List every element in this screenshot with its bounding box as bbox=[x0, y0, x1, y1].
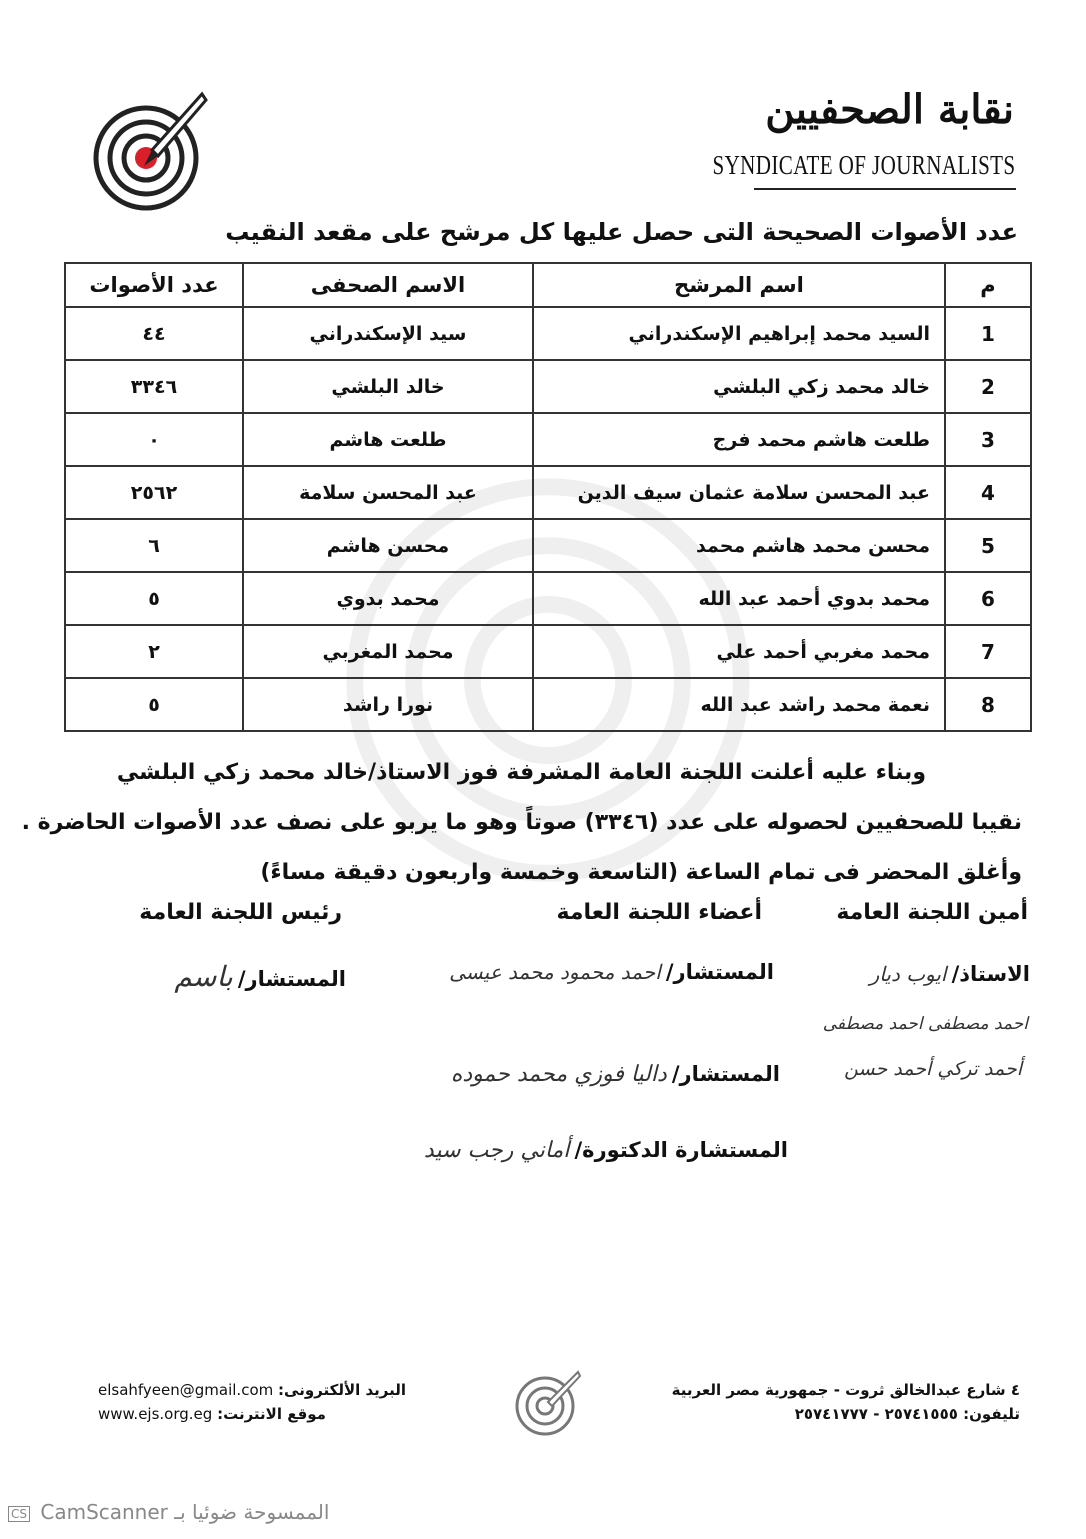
row-press-name: عبد المحسن سلامة bbox=[243, 466, 533, 519]
row-index: 4 bbox=[945, 466, 1031, 519]
footer-email-label: البريد الألكترونى: bbox=[278, 1381, 407, 1399]
camscanner-text: الممسوحة ضوئيا بـ CamScanner bbox=[40, 1500, 330, 1524]
signature-professor bbox=[870, 962, 1030, 986]
row-votes: ٣٣٤٦ bbox=[65, 360, 243, 413]
doctor-label: المستشارة الدكتورة/ bbox=[574, 1138, 788, 1162]
table-row bbox=[65, 625, 1031, 678]
row-candidate: محمد مغربي أحمد علي bbox=[533, 625, 945, 678]
votes-table bbox=[64, 262, 1032, 732]
row-candidate: محسن محمد هاشم محمد bbox=[533, 519, 945, 572]
statement-line-3: وأغلق المحضر فى تمام الساعة (التاسعة وخمسة واربعون دقيقة مساءً) bbox=[260, 860, 1022, 885]
row-press-name: خالد البلشي bbox=[243, 360, 533, 413]
row-press-name: محسن هاشم bbox=[243, 519, 533, 572]
row-index: 8 bbox=[945, 678, 1031, 731]
table-row bbox=[65, 360, 1031, 413]
member-signature-b: أحمد تركي أحمد حسن bbox=[844, 1058, 1022, 1080]
counselor-label-3: المستشار/ bbox=[671, 1062, 780, 1086]
chairman-signature: باسم bbox=[174, 960, 233, 993]
camscanner-badge-icon: CS bbox=[8, 1506, 30, 1522]
statement-line-1: وبناء عليه أعلنت اللجنة العامة المشرفة فوز الاستاذ/خالد محمد زكي البلشي bbox=[116, 760, 926, 785]
org-name-english: SYNDICATE OF JOURNALISTS bbox=[712, 150, 1016, 180]
header-votes: عدد الأصوات bbox=[65, 263, 243, 307]
footer-web-line bbox=[98, 1402, 406, 1426]
row-press-name: طلعت هاشم bbox=[243, 413, 533, 466]
header-candidate: اسم المرشح bbox=[533, 263, 945, 307]
counselor-label-1: المستشار/ bbox=[665, 960, 774, 984]
signature-counselor-3 bbox=[451, 1062, 780, 1087]
counselor-signature-3: داليا فوزي محمد حموده bbox=[450, 1062, 667, 1087]
row-candidate: محمد بدوي أحمد عبد الله bbox=[533, 572, 945, 625]
document-title: عدد الأصوات الصحيحة التى حصل عليها كل مرشح على مقعد النقيب bbox=[225, 218, 1018, 246]
row-index: 1 bbox=[945, 307, 1031, 360]
signature-counselor-1 bbox=[449, 960, 774, 984]
header-index: م bbox=[945, 263, 1031, 307]
footer-phone: تليفون: ٢٥٧٤١٥٥٥ - ٢٥٧٤١٧٧٧ bbox=[794, 1405, 1020, 1423]
role-members: أعضاء اللجنة العامة bbox=[556, 900, 762, 925]
syndicate-logo-icon bbox=[92, 88, 208, 212]
footer-address-block bbox=[672, 1378, 1020, 1426]
row-votes: ٦ bbox=[65, 519, 243, 572]
camscanner-watermark bbox=[8, 1500, 329, 1524]
row-votes: ٢ bbox=[65, 625, 243, 678]
row-votes: ٥ bbox=[65, 572, 243, 625]
row-votes: ٤٤ bbox=[65, 307, 243, 360]
row-index: 7 bbox=[945, 625, 1031, 678]
table-header-row bbox=[65, 263, 1031, 307]
counselor-signature-1: احمد محمود محمد عيسى bbox=[449, 960, 661, 984]
table-row bbox=[65, 572, 1031, 625]
signature-doctor bbox=[424, 1138, 788, 1163]
signature-chairman bbox=[174, 960, 346, 993]
row-index: 3 bbox=[945, 413, 1031, 466]
table-row bbox=[65, 413, 1031, 466]
header-press-name: الاسم الصحفى bbox=[243, 263, 533, 307]
row-press-name: محمد المغربي bbox=[243, 625, 533, 678]
professor-signature: ايوب ديار bbox=[869, 962, 947, 986]
table-row bbox=[65, 678, 1031, 731]
footer-address: ٤ شارع عبدالخالق ثروت - جمهورية مصر العربية bbox=[671, 1381, 1020, 1399]
row-votes: ٥ bbox=[65, 678, 243, 731]
row-candidate: طلعت هاشم محمد فرج bbox=[533, 413, 945, 466]
row-index: 6 bbox=[945, 572, 1031, 625]
row-press-name: نورا راشد bbox=[243, 678, 533, 731]
row-votes: ٢٥٦٢ bbox=[65, 466, 243, 519]
counselor-label-2: المستشار/ bbox=[237, 967, 346, 991]
row-candidate: السيد محمد إبراهيم الإسكندراني bbox=[533, 307, 945, 360]
row-index: 5 bbox=[945, 519, 1031, 572]
role-secretary: أمين اللجنة العامة bbox=[836, 900, 1028, 925]
org-name-arabic: نقابة الصحفيين bbox=[765, 86, 1014, 133]
statement-line-2: نقيبا للصحفيين لحصوله على عدد (٣٣٤٦) صوتاً وهو ما يربو على نصف عدد الأصوات الحاضرة . bbox=[21, 810, 1022, 835]
doctor-signature: أماني رجب سيد bbox=[423, 1138, 570, 1163]
footer-email-line bbox=[98, 1378, 406, 1402]
professor-label: الاستاذ/ bbox=[951, 962, 1030, 986]
header-rule bbox=[754, 188, 1016, 190]
role-chairman: رئيس اللجنة العامة bbox=[139, 900, 342, 925]
row-candidate: عبد المحسن سلامة عثمان سيف الدين bbox=[533, 466, 945, 519]
table-row bbox=[65, 519, 1031, 572]
row-press-name: محمد بدوي bbox=[243, 572, 533, 625]
table-row bbox=[65, 307, 1031, 360]
row-press-name: سيد الإسكندراني bbox=[243, 307, 533, 360]
footer-website[interactable]: www.ejs.org.eg bbox=[98, 1405, 213, 1423]
member-signature-a: احمد مصطفى احمد مصطفى bbox=[822, 1014, 1028, 1034]
row-candidate: نعمة محمد راشد عبد الله bbox=[533, 678, 945, 731]
footer-contact-block bbox=[98, 1378, 406, 1426]
row-votes: ٠ bbox=[65, 413, 243, 466]
footer-email[interactable]: elsahfyeen@gmail.com bbox=[98, 1381, 274, 1399]
table-row bbox=[65, 466, 1031, 519]
row-candidate: خالد محمد زكي البلشي bbox=[533, 360, 945, 413]
footer-logo-icon bbox=[512, 1368, 582, 1438]
row-index: 2 bbox=[945, 360, 1031, 413]
footer-web-label: موقع الانترنت: bbox=[217, 1405, 326, 1423]
